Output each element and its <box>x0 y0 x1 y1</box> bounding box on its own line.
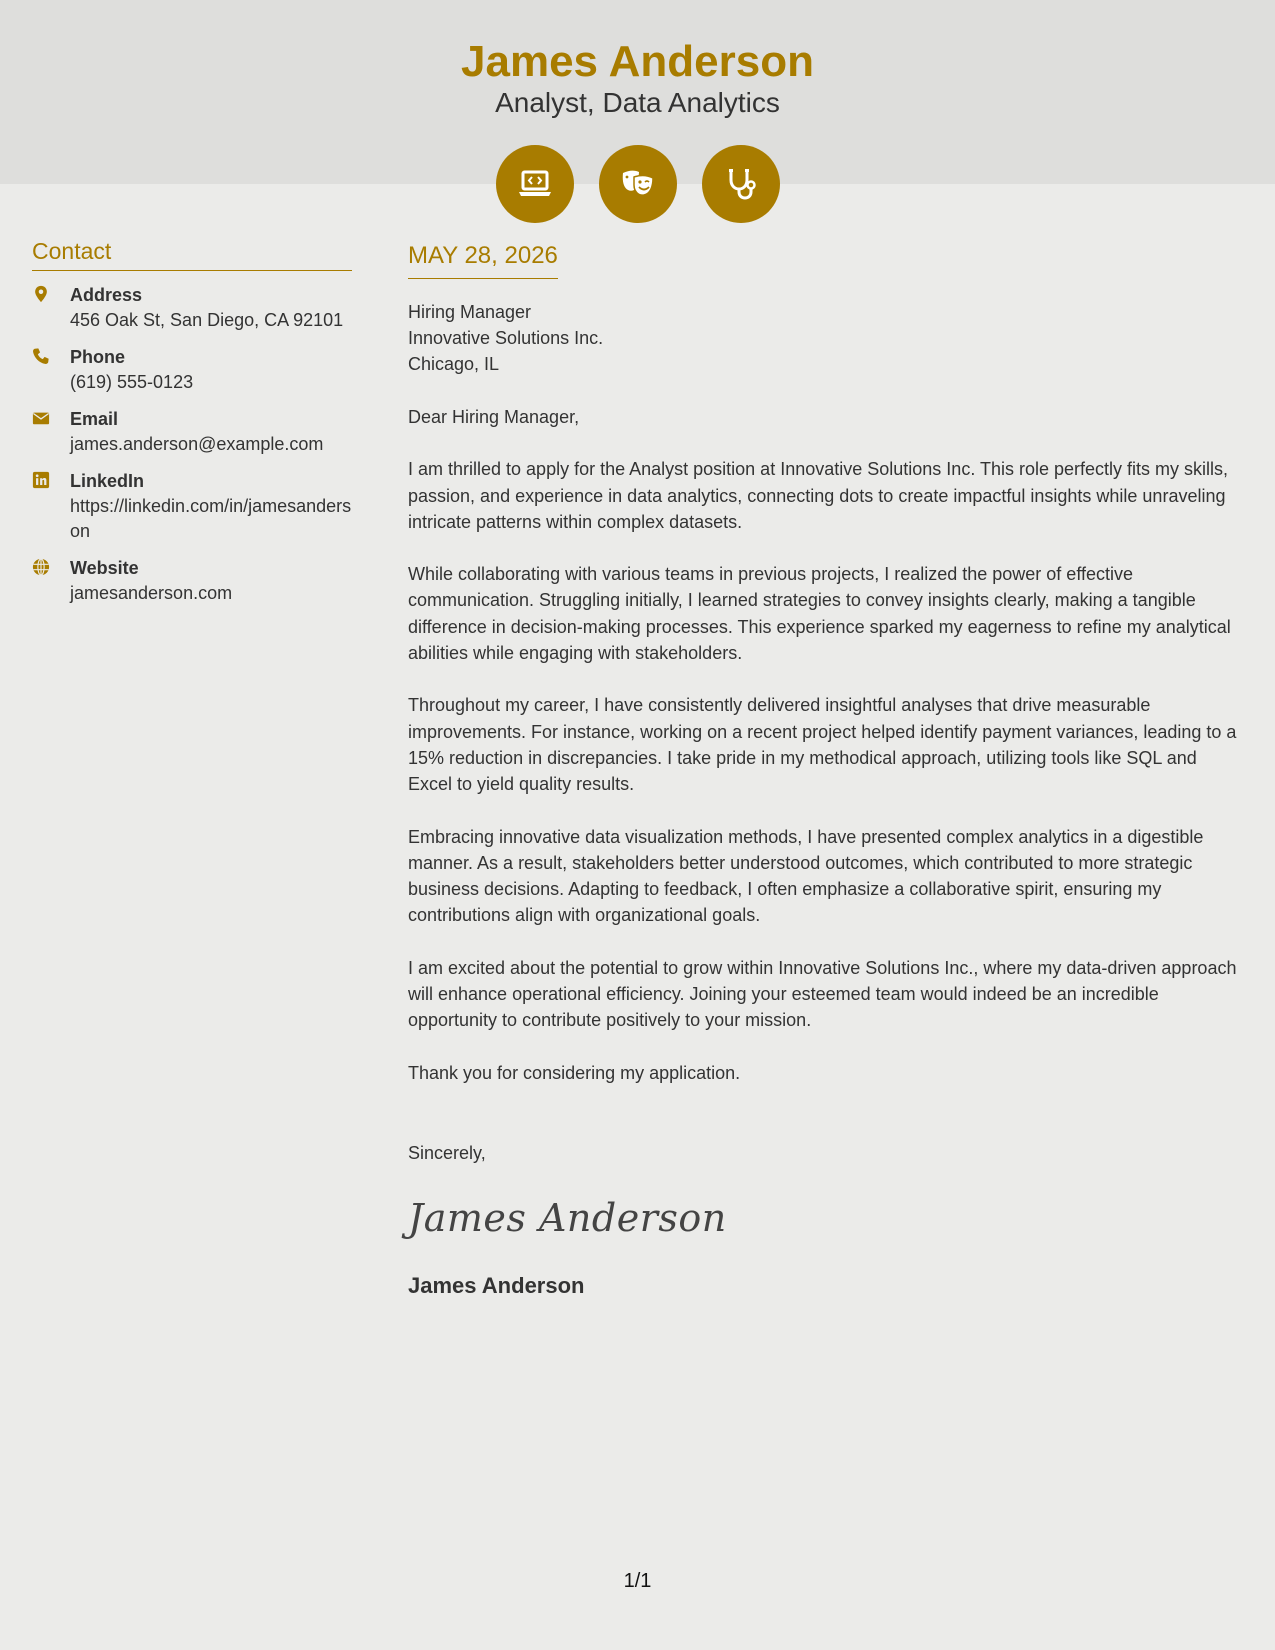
location-pin-icon <box>32 283 70 333</box>
letter-body <box>408 240 1243 1300</box>
signature: James Anderson <box>408 1196 727 1241</box>
header-icons <box>0 145 1275 223</box>
laptop-code-icon <box>496 145 574 223</box>
stethoscope-icon <box>702 145 780 223</box>
globe-icon <box>32 556 70 606</box>
contact-label: Phone <box>70 347 126 367</box>
phone-icon <box>32 345 70 395</box>
envelope-icon <box>32 407 70 457</box>
candidate-name: James Anderson <box>461 37 814 86</box>
contact-label: Email <box>70 409 119 429</box>
closing: Sincerely, <box>408 1142 486 1163</box>
contact-sidebar <box>32 236 352 618</box>
candidate-title: Analyst, Data Analytics <box>495 87 780 118</box>
signer-name: James Anderson <box>408 1273 585 1299</box>
contact-value: jamesanderson.com <box>70 583 233 603</box>
contact-label: Address <box>70 285 143 305</box>
recipient-block <box>408 299 1243 377</box>
contact-phone <box>32 345 352 395</box>
page-number: 1/1 <box>623 1570 652 1592</box>
contact-label: Website <box>70 558 139 578</box>
contact-address <box>32 283 352 333</box>
salutation: Dear Hiring Manager, <box>408 407 580 427</box>
contact-linkedin <box>32 469 352 544</box>
contact-label: LinkedIn <box>70 471 145 491</box>
recipient-line: Hiring Manager <box>408 302 532 322</box>
contact-value: https://linkedin.com/in/jamesanderson <box>70 496 352 541</box>
contact-value: james.anderson@example.com <box>70 434 324 454</box>
contact-website <box>32 556 352 606</box>
contact-email <box>32 407 352 457</box>
contact-value: (619) 555-0123 <box>70 372 194 392</box>
contact-heading: Contact <box>32 236 352 271</box>
contact-value: 456 Oak St, San Diego, CA 92101 <box>70 310 344 330</box>
recipient-line: Chicago, IL <box>408 354 500 374</box>
recipient-line: Innovative Solutions Inc. <box>408 328 604 348</box>
body-paragraph: While collaborating with various teams in previous projects, I realized the power of effective communication. Struggling initially, I learned strategies to convey insights clearly, making a tangible difference in decision-making processes. This experience sparked my eagerness to refine my analytical abilities while engaging with stakeholders. <box>408 564 1231 664</box>
body-paragraph: Embracing innovative data visualization methods, I have presented complex analytics in a digestible manner. As a result, stakeholders better understood outcomes, which contributed to more strategic business decisions. Adapting to feedback, I often emphasize a collaborative spirit, ensuring my contributions align with organizational goals. <box>408 826 1204 926</box>
linkedin-icon <box>32 469 70 544</box>
body-paragraph: I am thrilled to apply for the Analyst position at Innovative Solutions Inc. This role perfectly fits my skills, passion, and experience in data analytics, connecting dots to create impactful insights while unraveling intricate patterns within complex datasets. <box>408 459 1229 532</box>
body-paragraph: Throughout my career, I have consistently delivered insightful analyses that drive measurable improvements. For instance, working on a recent project helped identify payment variances, leading to a 15% reduction in discrepancies. I take pride in my methodical approach, utilizing tools like SQL and Excel to yield quality results. <box>408 695 1237 795</box>
body-paragraph: I am excited about the potential to grow within Innovative Solutions Inc., where my data-driven approach will enhance operational efficiency. Joining your esteemed team would indeed be an incredible opportunity to contribute positively to your mission. <box>408 957 1237 1031</box>
body-paragraph: Thank you for considering my application. <box>408 1062 741 1083</box>
letter-date: MAY 28, 2026 <box>408 240 558 279</box>
theater-masks-icon <box>599 145 677 223</box>
